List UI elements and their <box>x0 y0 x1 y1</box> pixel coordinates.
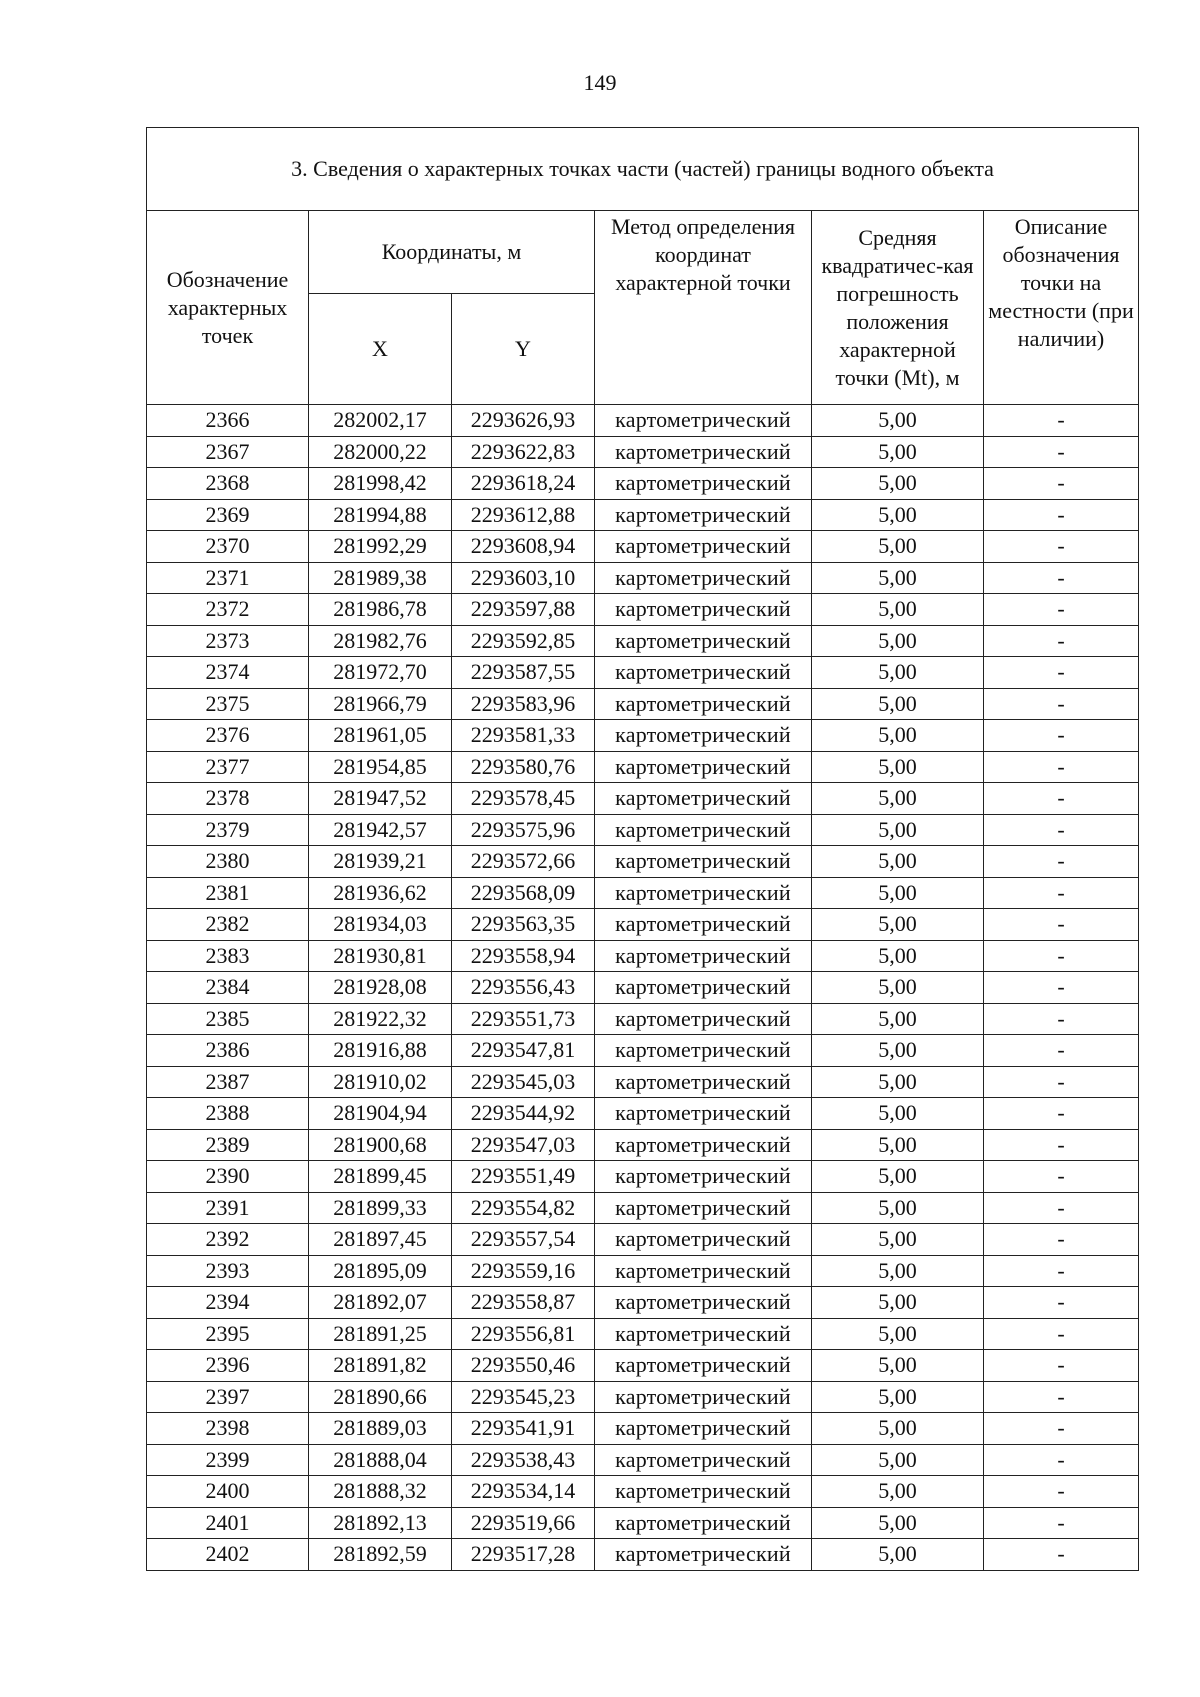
method-cell: картометрический <box>595 940 812 972</box>
x-coordinate-cell: 281966,79 <box>309 688 452 720</box>
x-coordinate-cell: 281994,88 <box>309 499 452 531</box>
x-coordinate-cell: 281954,85 <box>309 751 452 783</box>
x-coordinate-cell: 281888,32 <box>309 1476 452 1508</box>
description-cell: - <box>984 657 1139 689</box>
error-cell: 5,00 <box>812 562 984 594</box>
description-cell: - <box>984 877 1139 909</box>
table-body <box>147 405 1139 1571</box>
x-coordinate-cell: 281899,33 <box>309 1192 452 1224</box>
error-cell: 5,00 <box>812 1350 984 1382</box>
y-coordinate-cell: 2293597,88 <box>452 594 595 626</box>
x-coordinate-cell: 281910,02 <box>309 1066 452 1098</box>
table-row <box>147 720 1139 752</box>
point-id-cell: 2372 <box>147 594 309 626</box>
error-cell: 5,00 <box>812 1318 984 1350</box>
table-row <box>147 1287 1139 1319</box>
point-id-cell: 2402 <box>147 1539 309 1571</box>
method-cell: картометрический <box>595 1318 812 1350</box>
x-coordinate-cell: 281986,78 <box>309 594 452 626</box>
method-cell: картометрический <box>595 877 812 909</box>
error-cell: 5,00 <box>812 1507 984 1539</box>
x-coordinate-cell: 281895,09 <box>309 1255 452 1287</box>
method-cell: картометрический <box>595 1003 812 1035</box>
header-point: Обозначение характерных точек <box>147 211 309 405</box>
y-coordinate-cell: 2293558,94 <box>452 940 595 972</box>
method-cell: картометрический <box>595 783 812 815</box>
table-row <box>147 751 1139 783</box>
method-cell: картометрический <box>595 1381 812 1413</box>
y-coordinate-cell: 2293544,92 <box>452 1098 595 1130</box>
description-cell: - <box>984 1318 1139 1350</box>
x-coordinate-cell: 282000,22 <box>309 436 452 468</box>
y-coordinate-cell: 2293622,83 <box>452 436 595 468</box>
error-cell: 5,00 <box>812 1129 984 1161</box>
y-coordinate-cell: 2293578,45 <box>452 783 595 815</box>
error-cell: 5,00 <box>812 1192 984 1224</box>
table-row <box>147 1066 1139 1098</box>
point-id-cell: 2378 <box>147 783 309 815</box>
point-id-cell: 2401 <box>147 1507 309 1539</box>
y-coordinate-cell: 2293538,43 <box>452 1444 595 1476</box>
header-x: X <box>309 294 452 405</box>
error-cell: 5,00 <box>812 972 984 1004</box>
error-cell: 5,00 <box>812 751 984 783</box>
y-coordinate-cell: 2293551,73 <box>452 1003 595 1035</box>
description-cell: - <box>984 1098 1139 1130</box>
table-row <box>147 814 1139 846</box>
x-coordinate-cell: 281916,88 <box>309 1035 452 1067</box>
y-coordinate-cell: 2293587,55 <box>452 657 595 689</box>
point-id-cell: 2373 <box>147 625 309 657</box>
point-id-cell: 2397 <box>147 1381 309 1413</box>
point-id-cell: 2375 <box>147 688 309 720</box>
table-row <box>147 625 1139 657</box>
error-cell: 5,00 <box>812 909 984 941</box>
page-number: 149 <box>583 70 617 95</box>
table-row <box>147 1098 1139 1130</box>
x-coordinate-cell: 281998,42 <box>309 468 452 500</box>
method-cell: картометрический <box>595 1476 812 1508</box>
point-id-cell: 2391 <box>147 1192 309 1224</box>
header-coordinates: Координаты, м <box>309 211 595 294</box>
point-id-cell: 2396 <box>147 1350 309 1382</box>
error-cell: 5,00 <box>812 1287 984 1319</box>
x-coordinate-cell: 281892,13 <box>309 1507 452 1539</box>
table-row <box>147 436 1139 468</box>
x-coordinate-cell: 281942,57 <box>309 814 452 846</box>
description-cell: - <box>984 562 1139 594</box>
error-cell: 5,00 <box>812 1161 984 1193</box>
y-coordinate-cell: 2293547,81 <box>452 1035 595 1067</box>
method-cell: картометрический <box>595 1413 812 1445</box>
y-coordinate-cell: 2293559,16 <box>452 1255 595 1287</box>
error-cell: 5,00 <box>812 877 984 909</box>
section-title: 3. Сведения о характерных точках части (частей) границы водного объекта <box>147 128 1139 211</box>
point-id-cell: 2399 <box>147 1444 309 1476</box>
description-cell: - <box>984 1129 1139 1161</box>
y-coordinate-cell: 2293545,23 <box>452 1381 595 1413</box>
point-id-cell: 2383 <box>147 940 309 972</box>
table-row <box>147 1129 1139 1161</box>
error-cell: 5,00 <box>812 1539 984 1571</box>
point-id-cell: 2370 <box>147 531 309 563</box>
point-id-cell: 2390 <box>147 1161 309 1193</box>
method-cell: картометрический <box>595 751 812 783</box>
y-coordinate-cell: 2293558,87 <box>452 1287 595 1319</box>
method-cell: картометрический <box>595 1255 812 1287</box>
error-cell: 5,00 <box>812 1098 984 1130</box>
y-coordinate-cell: 2293612,88 <box>452 499 595 531</box>
table-row <box>147 1224 1139 1256</box>
x-coordinate-cell: 281930,81 <box>309 940 452 972</box>
description-cell: - <box>984 468 1139 500</box>
y-coordinate-cell: 2293603,10 <box>452 562 595 594</box>
table-row <box>147 940 1139 972</box>
x-coordinate-cell: 281888,04 <box>309 1444 452 1476</box>
table-row <box>147 909 1139 941</box>
x-coordinate-cell: 281928,08 <box>309 972 452 1004</box>
point-id-cell: 2377 <box>147 751 309 783</box>
method-cell: картометрический <box>595 972 812 1004</box>
error-cell: 5,00 <box>812 468 984 500</box>
x-coordinate-cell: 281922,32 <box>309 1003 452 1035</box>
description-cell: - <box>984 1035 1139 1067</box>
table-row <box>147 783 1139 815</box>
header-description: Описание обозначения точки на местности (при наличии) <box>984 211 1139 405</box>
description-cell: - <box>984 1539 1139 1571</box>
description-cell: - <box>984 499 1139 531</box>
table-row <box>147 688 1139 720</box>
error-cell: 5,00 <box>812 940 984 972</box>
table-row <box>147 499 1139 531</box>
y-coordinate-cell: 2293556,43 <box>452 972 595 1004</box>
point-id-cell: 2369 <box>147 499 309 531</box>
table-row <box>147 1507 1139 1539</box>
table-row <box>147 972 1139 1004</box>
method-cell: картометрический <box>595 625 812 657</box>
point-id-cell: 2394 <box>147 1287 309 1319</box>
description-cell: - <box>984 1161 1139 1193</box>
x-coordinate-cell: 281904,94 <box>309 1098 452 1130</box>
x-coordinate-cell: 281890,66 <box>309 1381 452 1413</box>
x-coordinate-cell: 281891,25 <box>309 1318 452 1350</box>
method-cell: картометрический <box>595 688 812 720</box>
point-id-cell: 2388 <box>147 1098 309 1130</box>
y-coordinate-cell: 2293557,54 <box>452 1224 595 1256</box>
description-cell: - <box>984 909 1139 941</box>
y-coordinate-cell: 2293581,33 <box>452 720 595 752</box>
x-coordinate-cell: 281899,45 <box>309 1161 452 1193</box>
table-row <box>147 1413 1139 1445</box>
point-id-cell: 2381 <box>147 877 309 909</box>
point-id-cell: 2395 <box>147 1318 309 1350</box>
method-cell: картометрический <box>595 1444 812 1476</box>
point-id-cell: 2368 <box>147 468 309 500</box>
description-cell: - <box>984 783 1139 815</box>
error-cell: 5,00 <box>812 1255 984 1287</box>
y-coordinate-cell: 2293541,91 <box>452 1413 595 1445</box>
description-cell: - <box>984 688 1139 720</box>
method-cell: картометрический <box>595 1539 812 1571</box>
description-cell: - <box>984 531 1139 563</box>
error-cell: 5,00 <box>812 1476 984 1508</box>
y-coordinate-cell: 2293547,03 <box>452 1129 595 1161</box>
description-cell: - <box>984 1507 1139 1539</box>
point-id-cell: 2393 <box>147 1255 309 1287</box>
y-coordinate-cell: 2293517,28 <box>452 1539 595 1571</box>
y-coordinate-cell: 2293556,81 <box>452 1318 595 1350</box>
point-id-cell: 2389 <box>147 1129 309 1161</box>
y-coordinate-cell: 2293554,82 <box>452 1192 595 1224</box>
x-coordinate-cell: 281892,59 <box>309 1539 452 1571</box>
point-id-cell: 2376 <box>147 720 309 752</box>
x-coordinate-cell: 281992,29 <box>309 531 452 563</box>
error-cell: 5,00 <box>812 405 984 437</box>
description-cell: - <box>984 1224 1139 1256</box>
point-id-cell: 2379 <box>147 814 309 846</box>
table-row <box>147 846 1139 878</box>
y-coordinate-cell: 2293626,93 <box>452 405 595 437</box>
description-cell: - <box>984 846 1139 878</box>
method-cell: картометрический <box>595 1129 812 1161</box>
description-cell: - <box>984 436 1139 468</box>
x-coordinate-cell: 281972,70 <box>309 657 452 689</box>
table-row <box>147 1255 1139 1287</box>
error-cell: 5,00 <box>812 1035 984 1067</box>
method-cell: картометрический <box>595 1224 812 1256</box>
method-cell: картометрический <box>595 1350 812 1382</box>
point-id-cell: 2400 <box>147 1476 309 1508</box>
y-coordinate-cell: 2293568,09 <box>452 877 595 909</box>
x-coordinate-cell: 281982,76 <box>309 625 452 657</box>
method-cell: картометрический <box>595 468 812 500</box>
method-cell: картометрический <box>595 499 812 531</box>
error-cell: 5,00 <box>812 1003 984 1035</box>
header-error: Средняя квадратичес-кая погрешность положения характерной точки (Mt), м <box>812 211 984 405</box>
y-coordinate-cell: 2293545,03 <box>452 1066 595 1098</box>
table-row <box>147 657 1139 689</box>
error-cell: 5,00 <box>812 720 984 752</box>
method-cell: картометрический <box>595 1287 812 1319</box>
table-row <box>147 1350 1139 1382</box>
point-id-cell: 2367 <box>147 436 309 468</box>
table-row <box>147 1381 1139 1413</box>
error-cell: 5,00 <box>812 1224 984 1256</box>
method-cell: картометрический <box>595 1192 812 1224</box>
method-cell: картометрический <box>595 594 812 626</box>
x-coordinate-cell: 281939,21 <box>309 846 452 878</box>
header-y: Y <box>452 294 595 405</box>
error-cell: 5,00 <box>812 1413 984 1445</box>
y-coordinate-cell: 2293575,96 <box>452 814 595 846</box>
point-id-cell: 2385 <box>147 1003 309 1035</box>
table-row <box>147 1003 1139 1035</box>
table-row <box>147 531 1139 563</box>
method-cell: картометрический <box>595 1035 812 1067</box>
x-coordinate-cell: 281989,38 <box>309 562 452 594</box>
y-coordinate-cell: 2293551,49 <box>452 1161 595 1193</box>
point-id-cell: 2384 <box>147 972 309 1004</box>
description-cell: - <box>984 1381 1139 1413</box>
description-cell: - <box>984 972 1139 1004</box>
table-row <box>147 594 1139 626</box>
method-cell: картометрический <box>595 657 812 689</box>
y-coordinate-cell: 2293519,66 <box>452 1507 595 1539</box>
y-coordinate-cell: 2293550,46 <box>452 1350 595 1382</box>
method-cell: картометрический <box>595 531 812 563</box>
table-row <box>147 1539 1139 1571</box>
x-coordinate-cell: 281891,82 <box>309 1350 452 1382</box>
description-cell: - <box>984 814 1139 846</box>
method-cell: картометрический <box>595 909 812 941</box>
description-cell: - <box>984 1255 1139 1287</box>
description-cell: - <box>984 625 1139 657</box>
point-id-cell: 2380 <box>147 846 309 878</box>
point-id-cell: 2382 <box>147 909 309 941</box>
x-coordinate-cell: 281897,45 <box>309 1224 452 1256</box>
description-cell: - <box>984 594 1139 626</box>
table-row <box>147 1318 1139 1350</box>
table-row <box>147 405 1139 437</box>
error-cell: 5,00 <box>812 436 984 468</box>
table-row <box>147 877 1139 909</box>
method-cell: картометрический <box>595 814 812 846</box>
point-id-cell: 2371 <box>147 562 309 594</box>
point-id-cell: 2386 <box>147 1035 309 1067</box>
method-cell: картометрический <box>595 1066 812 1098</box>
error-cell: 5,00 <box>812 1381 984 1413</box>
description-cell: - <box>984 1066 1139 1098</box>
x-coordinate-cell: 281900,68 <box>309 1129 452 1161</box>
description-cell: - <box>984 405 1139 437</box>
y-coordinate-cell: 2293583,96 <box>452 688 595 720</box>
method-cell: картометрический <box>595 720 812 752</box>
table-row <box>147 562 1139 594</box>
x-coordinate-cell: 281961,05 <box>309 720 452 752</box>
table-row <box>147 1035 1139 1067</box>
points-table <box>146 127 1139 1571</box>
error-cell: 5,00 <box>812 531 984 563</box>
table-row <box>147 1476 1139 1508</box>
y-coordinate-cell: 2293572,66 <box>452 846 595 878</box>
point-id-cell: 2366 <box>147 405 309 437</box>
error-cell: 5,00 <box>812 846 984 878</box>
error-cell: 5,00 <box>812 625 984 657</box>
description-cell: - <box>984 1413 1139 1445</box>
method-cell: картометрический <box>595 405 812 437</box>
point-id-cell: 2392 <box>147 1224 309 1256</box>
y-coordinate-cell: 2293580,76 <box>452 751 595 783</box>
y-coordinate-cell: 2293563,35 <box>452 909 595 941</box>
method-cell: картометрический <box>595 562 812 594</box>
error-cell: 5,00 <box>812 688 984 720</box>
method-cell: картометрический <box>595 1161 812 1193</box>
y-coordinate-cell: 2293608,94 <box>452 531 595 563</box>
x-coordinate-cell: 281889,03 <box>309 1413 452 1445</box>
error-cell: 5,00 <box>812 594 984 626</box>
method-cell: картометрический <box>595 1098 812 1130</box>
y-coordinate-cell: 2293592,85 <box>452 625 595 657</box>
description-cell: - <box>984 1476 1139 1508</box>
x-coordinate-cell: 282002,17 <box>309 405 452 437</box>
table-row <box>147 468 1139 500</box>
error-cell: 5,00 <box>812 657 984 689</box>
point-id-cell: 2374 <box>147 657 309 689</box>
method-cell: картометрический <box>595 846 812 878</box>
description-cell: - <box>984 1350 1139 1382</box>
point-id-cell: 2387 <box>147 1066 309 1098</box>
description-cell: - <box>984 940 1139 972</box>
description-cell: - <box>984 751 1139 783</box>
description-cell: - <box>984 1444 1139 1476</box>
table-row <box>147 1192 1139 1224</box>
x-coordinate-cell: 281947,52 <box>309 783 452 815</box>
method-cell: картометрический <box>595 1507 812 1539</box>
error-cell: 5,00 <box>812 814 984 846</box>
description-cell: - <box>984 1287 1139 1319</box>
header-method: Метод определения координат характерной точки <box>595 211 812 405</box>
description-cell: - <box>984 1192 1139 1224</box>
x-coordinate-cell: 281892,07 <box>309 1287 452 1319</box>
error-cell: 5,00 <box>812 1066 984 1098</box>
y-coordinate-cell: 2293618,24 <box>452 468 595 500</box>
error-cell: 5,00 <box>812 499 984 531</box>
point-id-cell: 2398 <box>147 1413 309 1445</box>
error-cell: 5,00 <box>812 1444 984 1476</box>
error-cell: 5,00 <box>812 783 984 815</box>
method-cell: картометрический <box>595 436 812 468</box>
y-coordinate-cell: 2293534,14 <box>452 1476 595 1508</box>
x-coordinate-cell: 281936,62 <box>309 877 452 909</box>
table-row <box>147 1161 1139 1193</box>
description-cell: - <box>984 1003 1139 1035</box>
x-coordinate-cell: 281934,03 <box>309 909 452 941</box>
table-row <box>147 1444 1139 1476</box>
description-cell: - <box>984 720 1139 752</box>
